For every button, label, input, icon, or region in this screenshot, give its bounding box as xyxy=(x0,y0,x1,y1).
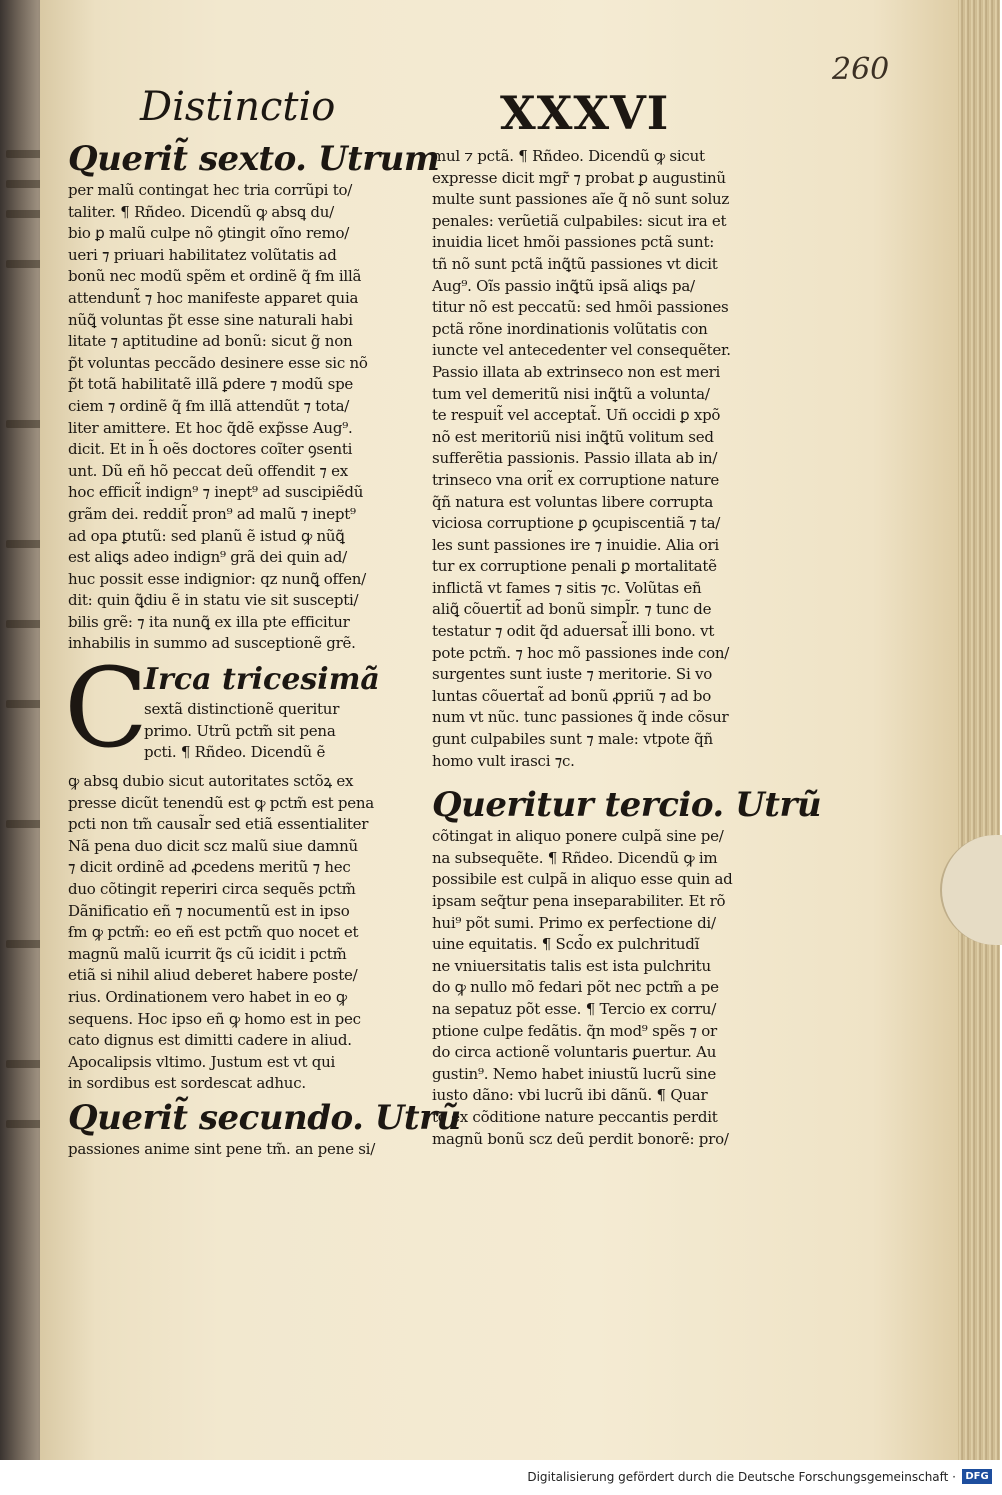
text-line: bilis grẽ: ⁊ ita nunꝗ̃ ex illa pte efficitur xyxy=(68,612,350,631)
text-line: sufferẽtia passionis. Passio illata ab in/ xyxy=(432,449,718,468)
text-line: surgentes sunt iuste ⁊ meritorie. Si vo xyxy=(432,665,713,684)
text-line: Aug⁹. Oĩs passio inꝗ̃tũ ipsã aliꝗs pa/ xyxy=(432,276,695,295)
text-line: pctã rõne inordinationis volũtatis con xyxy=(432,319,708,338)
chapter-opening-text xyxy=(144,699,413,764)
question-one-text xyxy=(68,771,413,1095)
text-line: titur nõ est peccatũ: sed hmõi passiones xyxy=(432,298,729,317)
text-line: magnũ malũ icurrit q̃s cũ icidit i pctm̃ xyxy=(68,944,347,963)
text-line: ꝙ absꝗ dubio sicut autoritates sctõꝝ ex xyxy=(68,772,354,791)
text-line: multe sunt passiones aĩe q̃ nõ sunt soluz xyxy=(432,190,730,209)
text-line: luntas cõuertat̃ ad bonũ ꝓpriũ ⁊ ad bo xyxy=(432,686,712,705)
text-line: etiã si nihil aliud deberet habere poste/ xyxy=(68,966,358,985)
text-line: bio ꝑ malũ culpe nõ ꝯtingit oĩno remo/ xyxy=(68,224,350,243)
text-line: tum vel demeritũ nisi inꝗ̃tũ a volunta/ xyxy=(432,384,710,403)
text-line: hui⁹ põt sumi. Primo ex perfectione di/ xyxy=(432,913,716,932)
question-three-text xyxy=(432,826,792,1150)
text-line: inflictã vt fames ⁊ sitis ⁊c. Volũtas eñ xyxy=(432,578,702,597)
text-line: cato dignus est dimitti cadere in aliud. xyxy=(68,1031,352,1050)
text-line: rius. Ordinationem vero habet in eo ꝙ xyxy=(68,988,347,1006)
text-line: magnũ bonũ scz deũ perdit bonorẽ: pro/ xyxy=(432,1129,729,1148)
text-line: taliter. ¶ Rñdeo. Dicendũ ꝙ absꝗ du/ xyxy=(68,202,334,221)
text-line: gunt culpabiles sunt ⁊ male: vtpote q̃ñ xyxy=(432,730,713,749)
question-three-heading: Queritur tercio. Utrũ xyxy=(432,785,822,826)
question-two-text xyxy=(68,1139,413,1161)
text-line: na subsequẽte. ¶ Rñdeo. Dicendũ ꝙ im xyxy=(432,848,718,867)
text-line: te respuit̃ vel acceptat̃. Uñ occidi ꝑ xpõ xyxy=(432,406,721,425)
text-line: do circa actionẽ voluntaris ꝑuertur. Au xyxy=(432,1043,717,1062)
text-line: iuncte vel antecedenter vel consequẽter. xyxy=(432,341,731,360)
text-line: dit: quin ꝗ̃diu ẽ in statu vie sit suscepti/ xyxy=(68,591,359,610)
text-line: expresse dicit mgr̃ ⁊ probat ꝑ augustinũ xyxy=(432,168,726,187)
text-line: aliꝗ̃ cõuertit̃ ad bonũ simpl̃r. ⁊ tunc de xyxy=(432,600,712,619)
text-line: grãm dei. reddit̃ pron⁹ ad malũ ⁊ inept⁹ xyxy=(68,504,356,523)
folio-number: 260 xyxy=(832,52,890,87)
text-line: Apocalipsis vltimo. Justum est vt qui xyxy=(68,1052,336,1071)
text-line: Nã pena duo dicit scz malũ siue damnũ xyxy=(68,836,358,855)
text-line: bonũ nec modũ spẽm et ordinẽ q̃ ẜm illã xyxy=(68,267,362,286)
question-two-answer xyxy=(432,146,792,772)
text-line: hoc efficit̃ indign⁹ ⁊ inept⁹ ad suscipiẽdũ xyxy=(68,483,364,502)
text-line: gustin⁹. Nemo habet iniustũ lucrũ sine xyxy=(432,1064,716,1083)
text-line: est aliꝗs adeo indign⁹ grã dei quin ad/ xyxy=(68,548,347,567)
question-six-heading: Querit̃ sexto. Utrum xyxy=(68,139,440,179)
funding-credit: Digitalisierung gefördert durch die Deutsche Forschungsgemeinschaft · xyxy=(527,1470,956,1484)
text-line: primo. Utrũ pctm̃ sit pena xyxy=(144,721,336,740)
running-head-left: Distinctio xyxy=(140,84,336,130)
text-line: sequens. Hoc ipso eñ ꝙ homo est in pec xyxy=(68,1009,361,1028)
text-line: penales: verũetiã culpabiles: sicut ira et xyxy=(432,211,727,230)
text-line: mul ⁊ pctã. ¶ Rñdeo. Dicendũ ꝙ sicut xyxy=(432,147,705,165)
running-head-right: XXXVI xyxy=(500,86,670,140)
text-line: iusto dãno: vbi lucrũ ibi dãnũ. ¶ Quar xyxy=(432,1086,708,1105)
text-line: duo cõtingit reperiri circa sequẽs pctm̃ xyxy=(68,880,356,899)
text-line: ueri ⁊ priuari habilitatez volũtatis ad xyxy=(68,245,337,264)
text-line: ⁊ dicit ordinẽ ad ꝓcedens meritũ ⁊ hec xyxy=(68,858,351,877)
question-two-heading: Querit̃ secundo. Utrũ xyxy=(68,1097,461,1138)
text-line: ne vniuersitatis talis est ista pulchritu xyxy=(432,956,711,975)
text-line: p̃t totã habilitatẽ illã ꝑdere ⁊ modũ spe xyxy=(68,375,354,394)
dfg-logo: DFG xyxy=(962,1469,992,1484)
page-fore-edge xyxy=(958,0,1000,1460)
text-line: homo vult irasci ⁊c. xyxy=(432,751,575,770)
text-line: attendunt̃ ⁊ hoc manifeste apparet quia xyxy=(68,288,359,307)
text-line: passiones anime sint pene tm̃. an pene si/ xyxy=(68,1139,376,1158)
text-line: ad opa ꝑtutũ: sed planũ ẽ istud ꝙ nũꝗ̃ xyxy=(68,526,345,545)
text-line: les sunt passiones ire ⁊ inuidie. Alia ori xyxy=(432,535,719,554)
text-line: huc possit esse indignior: qz nunꝗ̃ offen/ xyxy=(68,569,366,588)
digitization-footer xyxy=(0,1462,1000,1495)
text-line: ptione culpe fedãtis. q̃n mod⁹ spẽs ⁊ or xyxy=(432,1021,717,1040)
text-line: pcti. ¶ Rñdeo. Dicendũ ẽ xyxy=(144,743,326,762)
text-line: nũꝗ̃ voluntas p̃t esse sine naturali habi xyxy=(68,310,353,329)
text-line: testatur ⁊ odit q̃d aduersat̃ illi bono. vt xyxy=(432,622,715,641)
text-line: uine equitatis. ¶ Scd̃o ex pulchritudĩ xyxy=(432,935,700,954)
left-column xyxy=(64,138,461,1161)
text-line: ciem ⁊ ordinẽ q̃ ẜm illã attendũt ⁊ tota/ xyxy=(68,396,350,415)
text-line: trinseco vna orit̃ ex corruptione nature xyxy=(432,470,719,489)
text-line: to ex cõditione nature peccantis perdit xyxy=(432,1107,718,1126)
text-line: dicit. Et in h̃ oẽs doctores coĩter ꝯsenti xyxy=(68,440,353,459)
text-line: Passio illata ab extrinseco non est meri xyxy=(432,362,721,381)
text-line: p̃t voluntas peccãdo desinere esse sic nõ xyxy=(68,353,368,372)
text-line: ipsam seq̃tur pena inseparabiliter. Et rõ xyxy=(432,892,726,910)
text-line: inhabilis in summo ad susceptionẽ grẽ. xyxy=(68,634,356,653)
text-line: inuidia licet hmõi passiones pctã sunt: xyxy=(432,233,715,252)
text-line: viciosa corruptione ꝑ ꝯcupiscentiã ⁊ ta/ xyxy=(432,514,721,533)
text-line: pote pctm̃. ⁊ hoc mõ passiones inde con/ xyxy=(432,643,730,662)
text-line: pcti non tm̃ causal̃r sed etiã essentialiter xyxy=(68,815,369,834)
text-line: do ꝙ nullo mõ fedari põt nec pctm̃ a pe xyxy=(432,978,719,997)
text-line: in sordibus est sordescat adhuc. xyxy=(68,1074,306,1093)
text-line: cõtingat in aliquo ponere culpã sine pe/ xyxy=(432,827,724,846)
text-line: sextã distinctionẽ queritur xyxy=(144,700,340,719)
text-line: tur ex corruptione penali ꝑ mortalitatẽ xyxy=(432,557,717,576)
text-line: q̃ñ natura est voluntas libere corrupta xyxy=(432,492,714,511)
text-line: nõ est meritoriũ nisi inꝗ̃tũ volitum sed xyxy=(432,427,714,446)
question-six-text xyxy=(68,180,413,655)
text-line: tñ nõ sunt pctã inꝗ̃tũ passiones vt dicit xyxy=(432,254,718,273)
chapter-opening xyxy=(64,644,413,773)
text-line: ẜm ꝙ pctm̃: eo eñ est pctm̃ quo nocet et xyxy=(68,923,359,942)
text-line: unt. Dũ eñ hõ peccat deũ offendit ⁊ ex xyxy=(68,461,348,480)
text-line: possibile est culpã in aliquo esse quin ad xyxy=(432,870,733,889)
text-line: liter amittere. Et hoc q̃dẽ exp̃sse Aug⁹. xyxy=(68,418,353,437)
text-line: litate ⁊ aptitudine ad bonũ: sicut g̃ non xyxy=(68,332,353,351)
chapter-heading: Irca tricesimã xyxy=(144,662,380,698)
right-column xyxy=(432,146,822,1150)
text-line: Dãnificatio eñ ⁊ nocumentũ est in ipso xyxy=(68,901,350,920)
text-line: per malũ contingat hec tria corrũpi to/ xyxy=(68,181,353,199)
drop-capital: C xyxy=(64,644,149,773)
text-line: na sepatuz põt esse. ¶ Tercio ex corru/ xyxy=(432,999,717,1018)
text-line: presse dicũt tenendũ est ꝙ pctm̃ est pena xyxy=(68,793,374,812)
text-line: num vt nũc. tunc passiones q̃ inde cõsur xyxy=(432,708,729,727)
